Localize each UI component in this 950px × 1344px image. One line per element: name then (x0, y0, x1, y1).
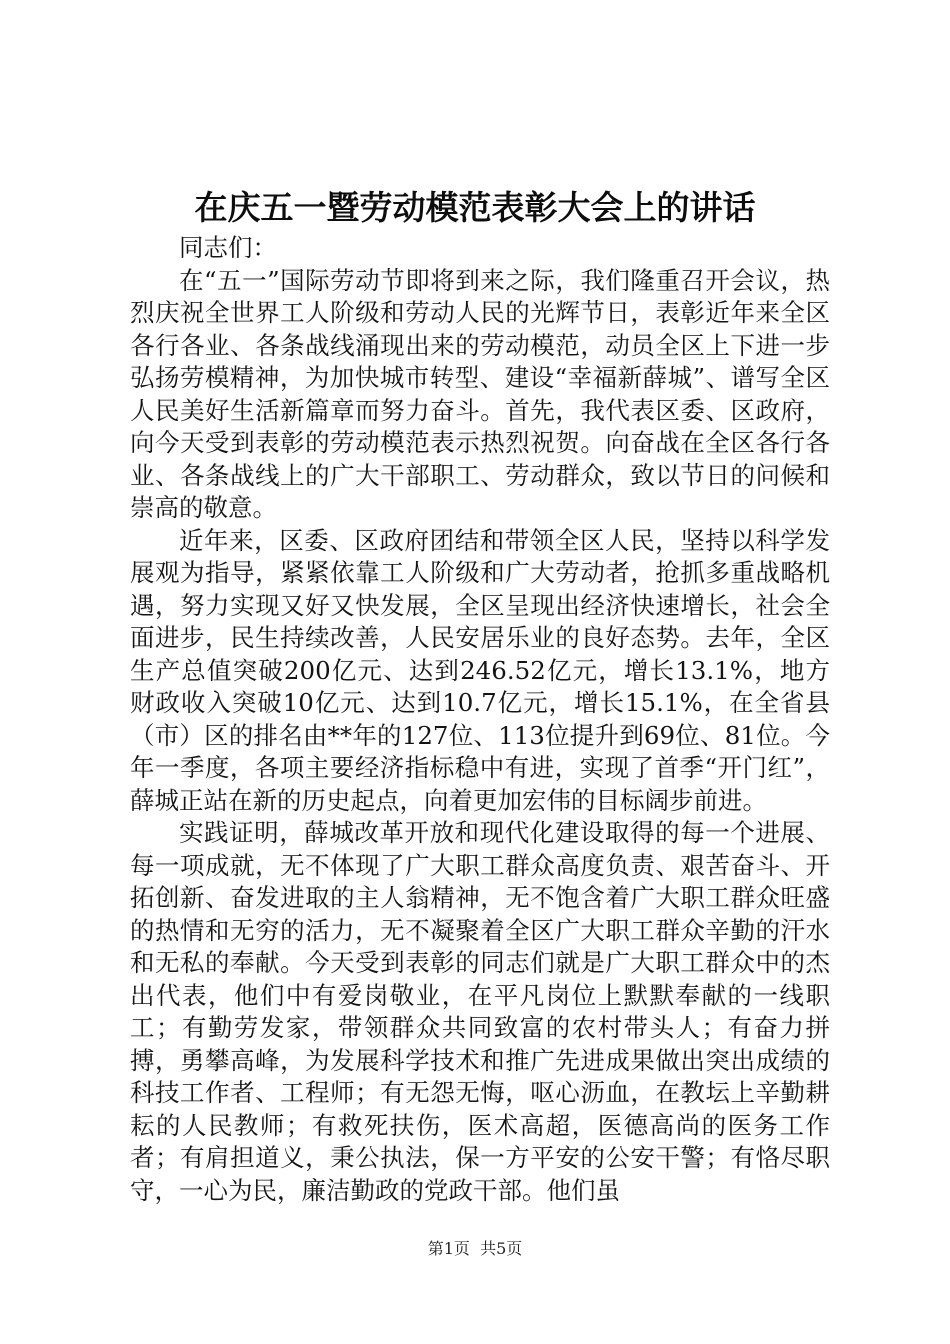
salutation: 同志们： (179, 233, 277, 262)
page-number: 第1页 (427, 1239, 470, 1258)
paragraph-3: 实践证明，薛城改革开放和现代化建设取得的每一个进展、每一项成就，无不体现了广大职工群众高度负责、艰苦奋斗、开拓创新、奋发进取的主人翁精神，无不饱含着广大职工群众旺盛的热情和无穷的活力，无不凝聚着全区广大职工群众辛勤的汗水和无私的奉献。今天受到表彰的同志们就是广大职工群众中的杰出代表，他们中有爱岗敬业，在平凡岗位上默默奉献的一线职工；有勤劳发家，带领群众共同致富的农村带头人；有奋力拼搏，勇攀高峰，为发展科学技术和推广先进成果做出突出成绩的科技工作者、工程师；有无怨无悔，呕心沥血，在教坛上辛勤耕耘的人民教师；有救死扶伤，医术高超，医德高尚的医务工作者；有肩担道义，秉公执法，保一方平安的公安干警；有恪尽职守，一心为民，廉洁勤政的党政干部。他们虽 (130, 818, 830, 1205)
page-footer (0, 1238, 950, 1260)
paragraph-1: 在“五一”国际劳动节即将到来之际，我们隆重召开会议，热烈庆祝全世界工人阶级和劳动人民的光辉节日，表彰近年来全区各行各业、各条战线涌现出来的劳动模范，动员全区上下进一步弘扬劳模精神，为加快城市转型、建设“幸福新薛城”、谱写全区人民美好生活新篇章而努力奋斗。首先，我代表区委、区政府，向今天受到表彰的劳动模范表示热烈祝贺。向奋战在全区各行各业、各条战线上的广大干部职工、劳动群众，致以节日的问候和崇高的敬意。 (130, 265, 830, 522)
page-title: 在庆五一暨劳动模范表彰大会上的讲话 (194, 188, 756, 227)
footer-gap (470, 1239, 480, 1258)
paragraph-2: 近年来，区委、区政府团结和带领全区人民，坚持以科学发展观为指导，紧紧依靠工人阶级和广大劳动者，抢抓多重战略机遇，努力实现又好又快发展，全区呈现出经济快速增长，社会全面进步，民生持续改善，人民安居乐业的良好态势。去年，全区生产总值突破200亿元、达到246.52亿元，增长13.1%，地方财政收入突破10亿元、达到10.7亿元，增长15.1%，在全省县（市）区的排名由**年的127位、113位提升到69位、81位。今年一季度，各项主要经济指标稳中有进，实现了首季“开门红”，薛城正站在新的历史起点，向着更加宏伟的目标阔步前进。 (130, 525, 830, 815)
page-total: 共5页 (480, 1239, 523, 1258)
document-body (130, 232, 830, 1207)
